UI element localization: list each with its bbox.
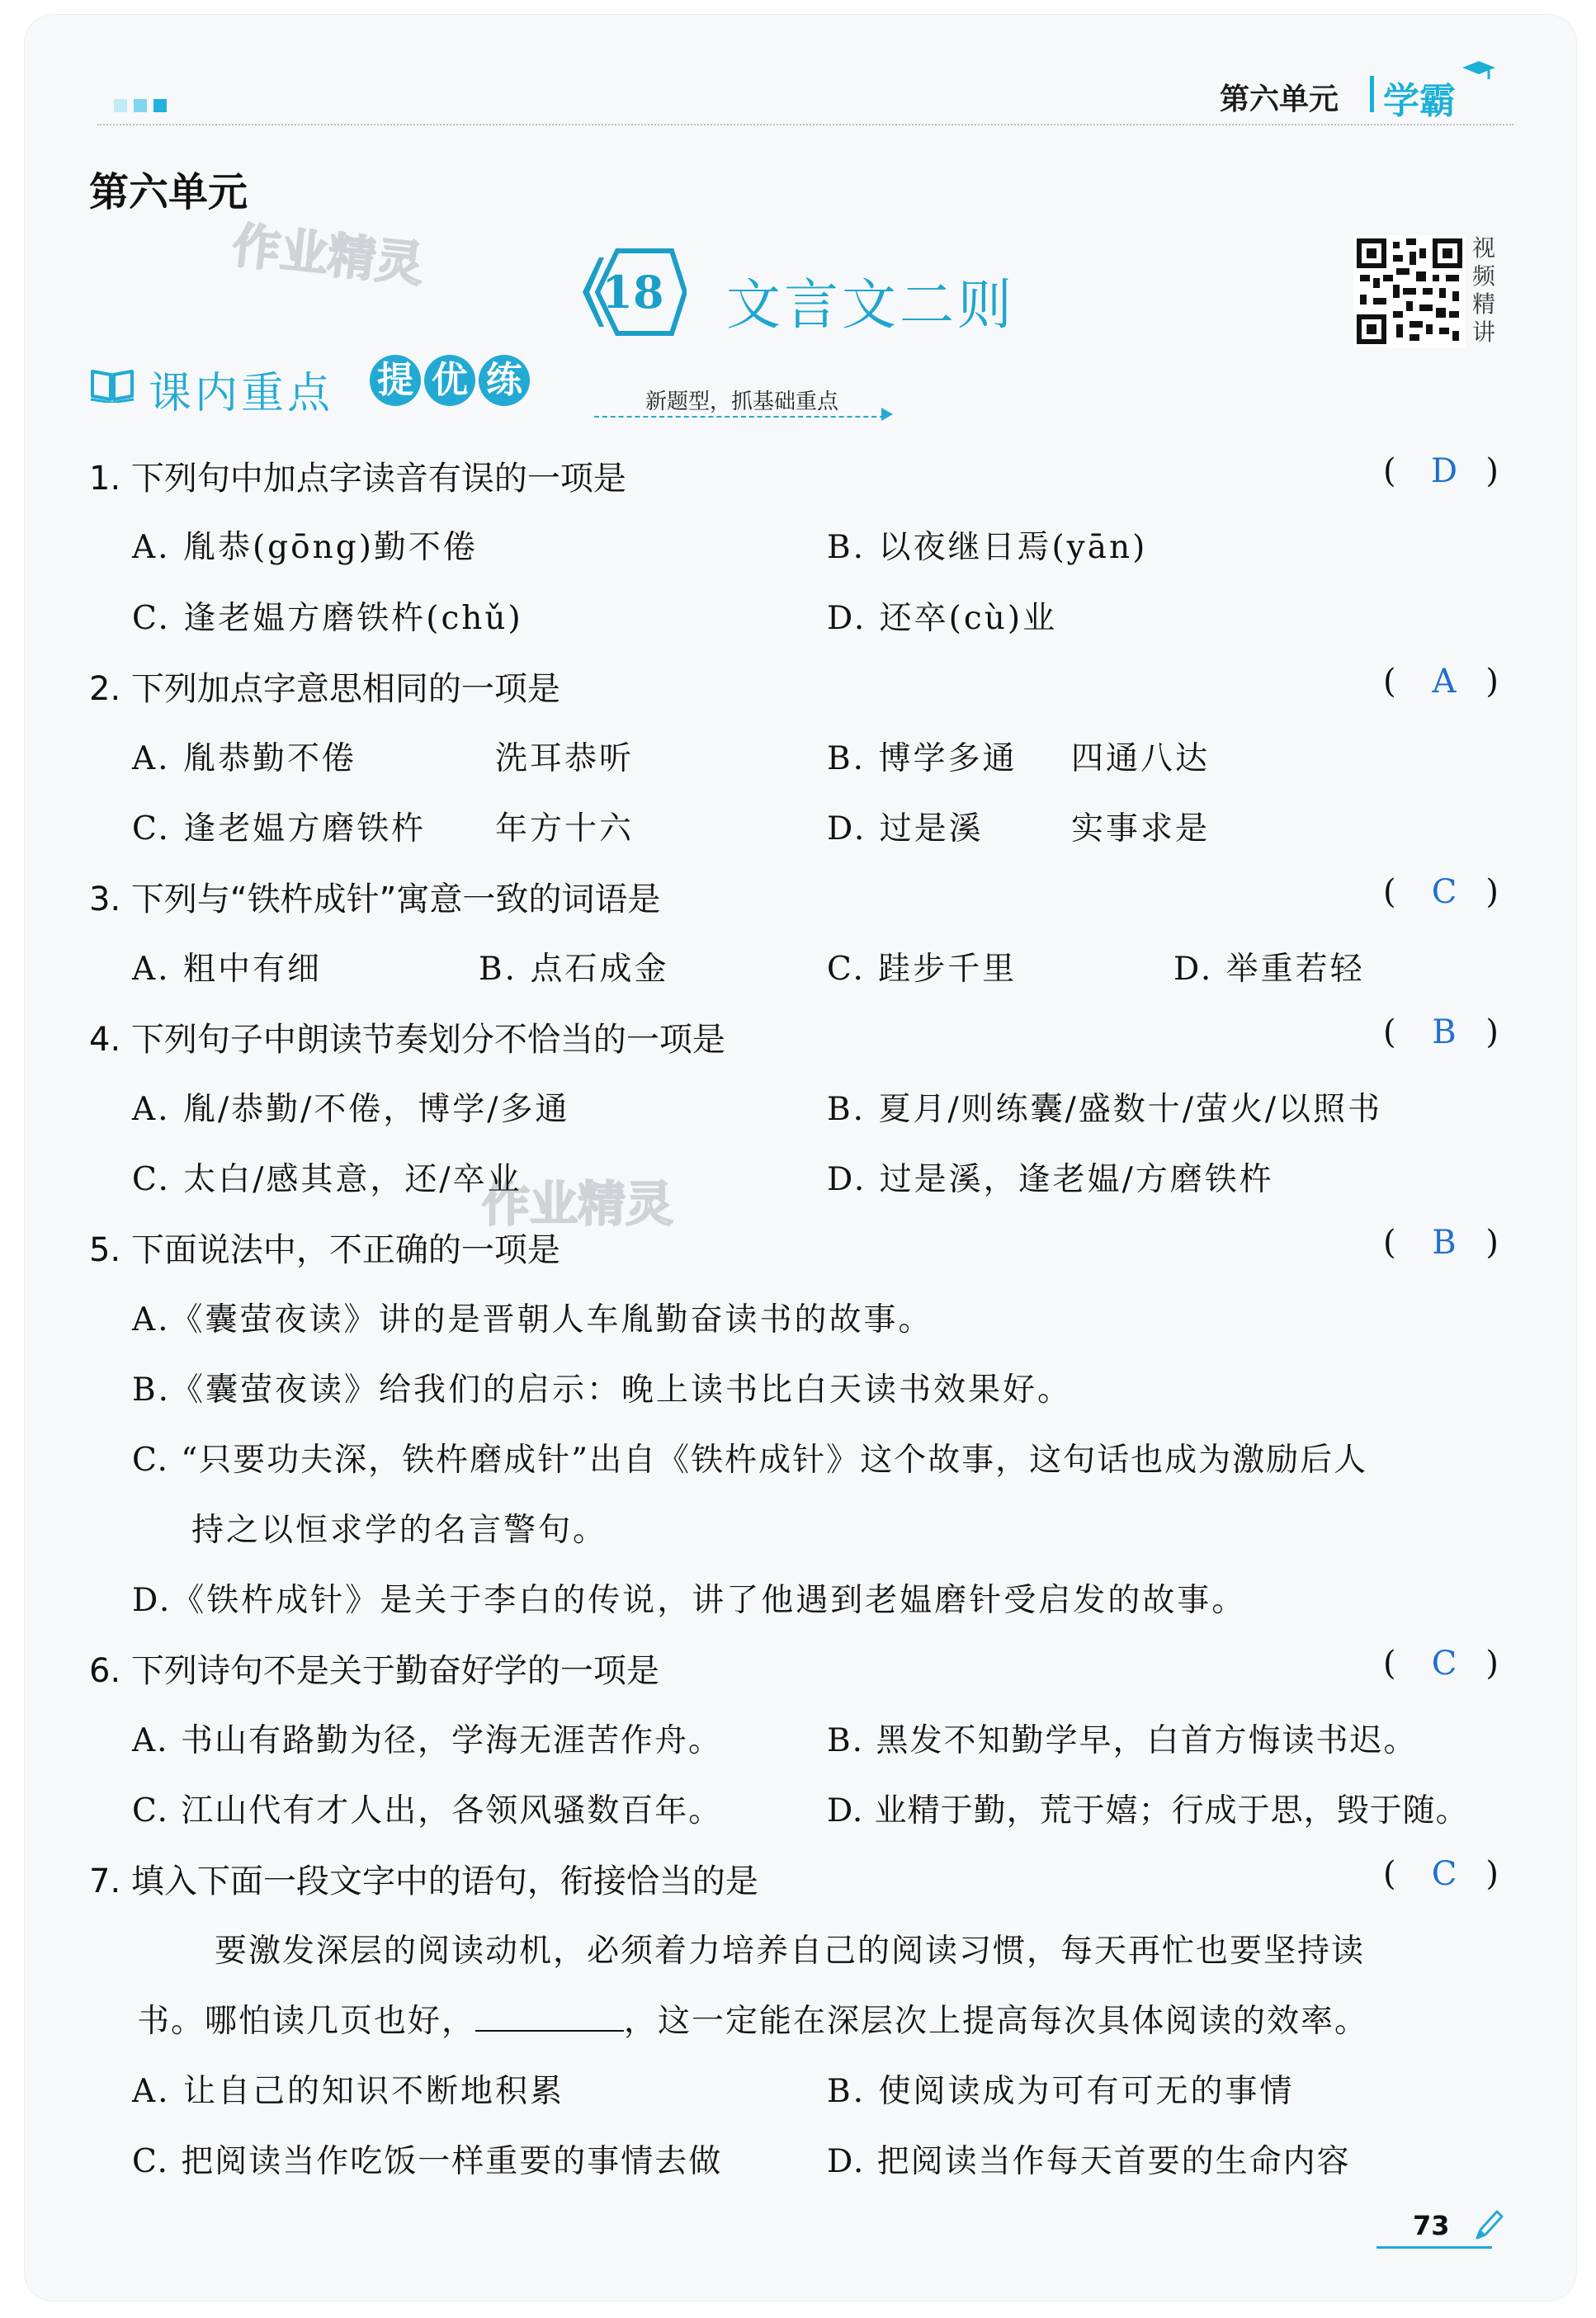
section-underline [594, 416, 885, 418]
option: B. 夏月/则练囊/盛数十/萤火/以照书 [827, 1091, 1383, 1128]
qr-label-char: 精 [1472, 290, 1496, 318]
book-icon [89, 366, 135, 403]
option: C. 逢老媪方磨铁杵(chǔ) [132, 600, 523, 637]
passage-line: 要激发深层的阅读动机，必须着力培养自己的阅读习惯，每天再忙也要坚持读 [215, 1933, 1366, 1970]
option: B. 以夜继日焉(yān) [827, 529, 1148, 566]
section-subtitle: 新题型，抓基础重点 [645, 389, 839, 414]
option: A.《囊萤夜读》讲的是晋朝人车胤勤奋读书的故事。 [132, 1301, 933, 1338]
option: A. 书山有路勤为径，学海无涯苦作舟。 [132, 1722, 722, 1759]
option: D. 把阅读当作每天首要的生命内容 [827, 2143, 1351, 2180]
header-decoration [114, 99, 167, 112]
answer-value[interactable]: A [1432, 663, 1457, 701]
header-divider [97, 124, 1513, 125]
answer-paren: ) [1485, 1013, 1499, 1051]
answer-paren: ( [1383, 663, 1396, 701]
answer-value[interactable]: B [1432, 1013, 1457, 1051]
fill-blank[interactable] [475, 2002, 624, 2032]
qr-label-char: 频 [1472, 262, 1496, 290]
passage-text: ，这一定能在深层次上提高每次具体阅读的效率。 [624, 2003, 1369, 2040]
header-square [114, 99, 127, 112]
passage-line [137, 1995, 1368, 2042]
option: A. 胤恭勤不倦 [132, 740, 357, 777]
option: B. 黑发不知勤学早，白首方悔读书迟。 [827, 1722, 1418, 1759]
qr-label [1472, 234, 1500, 347]
option: B. 使阅读成为可有可无的事情 [827, 2073, 1295, 2110]
qr-label-char: 视 [1472, 234, 1496, 262]
question-stem: 6. 下列诗句不是关于勤奋好学的一项是 [89, 1652, 659, 1690]
section-badge-char: 优 [424, 355, 475, 406]
page-number-underline [1376, 2246, 1492, 2249]
answer-paren: ( [1383, 1224, 1396, 1262]
option: A. 胤/恭勤/不倦，博学/多通 [132, 1091, 570, 1128]
header-square [134, 99, 147, 112]
answer-paren: ) [1485, 663, 1499, 701]
option: D. 过是溪 [827, 810, 984, 847]
question-stem: 5. 下面说法中，不正确的一项是 [89, 1231, 560, 1269]
option: 四通八达 [1071, 740, 1211, 777]
section-badge-char: 练 [479, 355, 530, 406]
option: C. 太白/感其意，还/卒业 [132, 1161, 522, 1198]
pencil-icon [1471, 2207, 1504, 2243]
option: A. 胤恭(gōng)勤不倦 [132, 529, 478, 566]
answer-value[interactable]: C [1431, 873, 1457, 911]
option: C. 跬步千里 [827, 951, 1018, 988]
watermark: 作业精灵 [482, 1176, 674, 1232]
qr-code-icon[interactable] [1353, 235, 1466, 347]
answer-paren: ) [1485, 1224, 1499, 1262]
question-stem: 7. 填入下面一段文字中的语句，衔接恰当的是 [89, 1862, 758, 1900]
question-stem: 4. 下列句子中朗读节奏划分不恰当的一项是 [89, 1021, 725, 1059]
answer-paren: ( [1383, 1013, 1396, 1051]
answer-value[interactable]: C [1431, 1855, 1457, 1893]
section-badge [370, 355, 530, 406]
answer-paren: ) [1485, 873, 1499, 911]
option: 洗耳恭听 [495, 740, 635, 777]
section-badge-char: 提 [370, 355, 421, 406]
option: B. 博学多通 [827, 740, 1018, 777]
unit-title: 第六单元 [89, 169, 248, 215]
watermark: 作业精灵 [229, 217, 427, 293]
answer-paren: ) [1485, 1855, 1499, 1893]
answer-paren: ) [1485, 452, 1499, 490]
option: B.《囊萤夜读》给我们的启示：晚上读书比白天读书效果好。 [132, 1371, 1073, 1409]
section-title: 课内重点 [149, 369, 334, 418]
option: A. 粗中有细 [132, 951, 322, 988]
page-number: 73 [1413, 2210, 1450, 2241]
header-square [153, 99, 167, 112]
header-unit: 第六单元 [1220, 83, 1339, 116]
question-stem: 1. 下列句中加点字读音有误的一项是 [89, 460, 626, 498]
option: A. 让自己的知识不断地积累 [132, 2073, 564, 2110]
option: D.《铁杵成针》是关于李白的传说，讲了他遇到老媪磨针受启发的故事。 [132, 1582, 1247, 1619]
option: D. 举重若轻 [1173, 951, 1365, 988]
answer-paren: ( [1383, 873, 1396, 911]
answer-paren: ( [1383, 452, 1396, 490]
option: C. “只要功夫深，铁杵磨成针”出自《铁杵成针》这个故事，这句话也成为激励后人 [132, 1442, 1368, 1479]
answer-value[interactable]: D [1430, 452, 1458, 490]
option: D. 过是溪，逢老媪/方磨铁杵 [827, 1161, 1274, 1198]
header-separator [1370, 76, 1374, 112]
option: D. 还卒(cù)业 [827, 600, 1058, 637]
option: B. 点石成金 [479, 951, 669, 988]
option: 年方十六 [495, 810, 635, 847]
option-continuation: 持之以恒求学的名言警句。 [191, 1512, 608, 1549]
answer-value[interactable]: B [1432, 1224, 1457, 1262]
passage-text: 书。哪怕读几页也好， [137, 2003, 476, 2040]
option: C. 把阅读当作吃饭一样重要的事情去做 [132, 2143, 723, 2180]
option: C. 逢老媪方磨铁杵 [132, 810, 427, 847]
lesson-number: 18 [602, 266, 664, 319]
answer-paren: ( [1383, 1855, 1396, 1893]
answer-value[interactable]: C [1431, 1645, 1457, 1683]
lesson-title: 文言文二则 [726, 273, 1015, 337]
header-brand: 学霸 [1383, 80, 1456, 122]
option: 实事求是 [1071, 810, 1211, 847]
option: D. 业精于勤，荒于嬉；行成于思，毁于随。 [827, 1792, 1469, 1829]
question-stem: 2. 下列加点字意思相同的一项是 [89, 670, 560, 708]
answer-paren: ) [1485, 1645, 1499, 1683]
qr-label-char: 讲 [1472, 319, 1496, 346]
question-stem: 3. 下列与“铁杵成针”寓意一致的词语是 [89, 880, 661, 918]
graduation-cap-icon [1461, 59, 1497, 84]
option: C. 江山代有才人出，各领风骚数百年。 [132, 1792, 723, 1829]
answer-paren: ( [1383, 1645, 1396, 1683]
arrow-right-icon [881, 408, 893, 421]
